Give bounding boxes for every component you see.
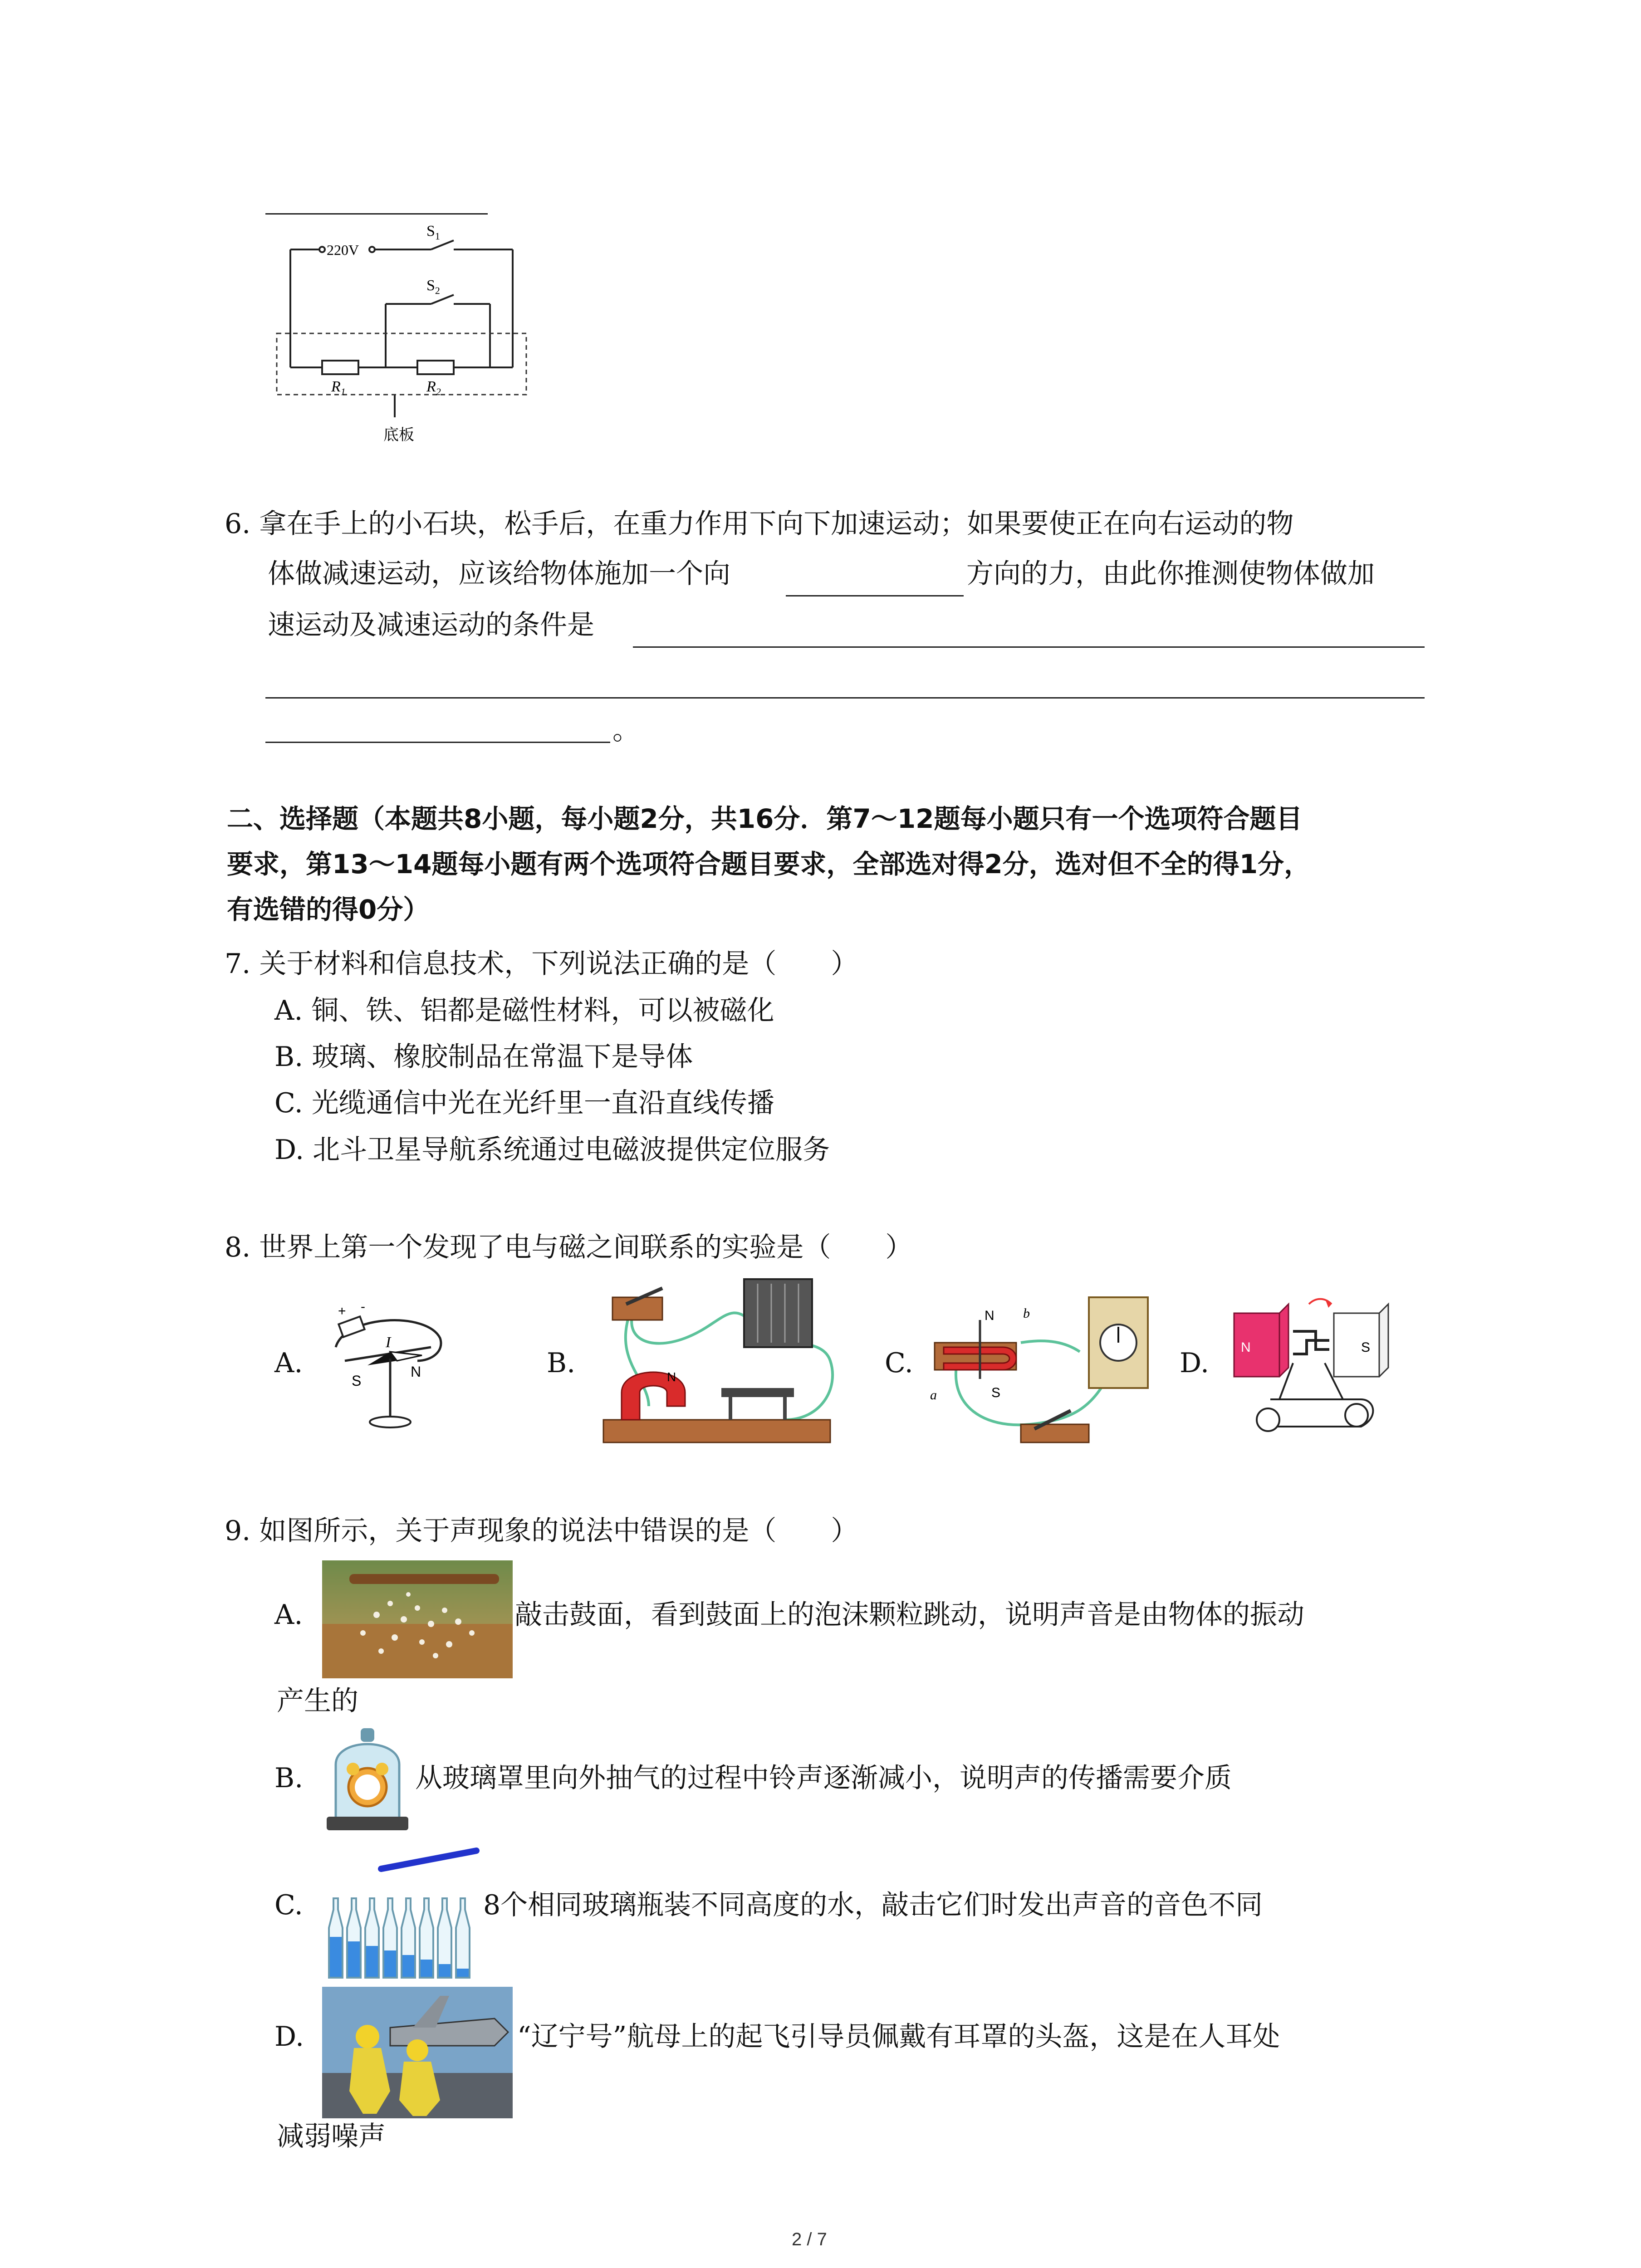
q8-figure-d[interactable] <box>1225 1295 1406 1449</box>
q8-option-d-label[interactable]: D. <box>1180 1347 1210 1379</box>
circuit-diagram <box>268 218 540 463</box>
q9-option-a-drum-image <box>322 1560 513 1678</box>
q6-line2b: 方向的力，由此你推测使物体做加 <box>966 558 1375 590</box>
q7-option-c[interactable]: C. 光缆通信中光在光纤里一直沿直线传播 <box>274 1087 774 1119</box>
circuit-base-label: 底板 <box>383 426 414 444</box>
q9-option-a-cont: 产生的 <box>277 1685 358 1717</box>
circuit-r2-label: $R_2$ <box>426 378 441 397</box>
circuit-voltage: 220V <box>327 242 359 258</box>
q7-option-a[interactable]: A. 铜、铁、铝都是磁性材料，可以被磁化 <box>274 995 774 1026</box>
q7-stem: 7. 关于材料和信息技术，下列说法正确的是（ ） <box>225 948 858 980</box>
q8-figure-a[interactable] <box>318 1297 463 1433</box>
circuit-s1-label: $S_1$ <box>426 223 440 242</box>
q6-end: 。 <box>612 714 640 746</box>
q6-blank-1[interactable] <box>786 595 964 596</box>
q9-option-b-bell-jar-image <box>322 1724 413 1837</box>
q9-option-c-text[interactable]: 8个相同玻璃瓶装不同高度的水，敲击它们时发出声音的音色不同 <box>483 1889 1263 1921</box>
q8-option-b-label[interactable]: B. <box>547 1347 576 1379</box>
section2-line2: 要求，第13～14题每小题有两个选项符合题目要求，全部选对得2分，选对但不全的得1分， <box>227 849 1311 880</box>
blank-line-top <box>265 213 488 215</box>
svg-text:-: - <box>361 1299 365 1314</box>
q9-stem: 9. 如图所示，关于声现象的说法中错误的是（ ） <box>225 1515 858 1547</box>
q7-option-d[interactable]: D. 北斗卫星导航系统通过电磁波提供定位服务 <box>274 1134 830 1166</box>
q9-option-d-text[interactable]: “辽宁号”航母上的起飞引导员佩戴有耳罩的头盔，这是在人耳处 <box>517 2021 1280 2053</box>
fig-c-n: N <box>985 1308 994 1323</box>
fig-d-n: N <box>1241 1340 1251 1355</box>
q6-line3: 速运动及减速运动的条件是 <box>268 609 594 641</box>
q6-line1: 6. 拿在手上的小石块，松手后，在重力作用下向下加速运动；如果要使正在向右运动的物 <box>225 508 1294 540</box>
q6-blank-2[interactable] <box>633 646 1425 648</box>
q9-option-c-bottles-image <box>322 1846 485 1982</box>
q6-line2a: 体做减速运动，应该给物体施加一个向 <box>268 558 730 590</box>
fig-a-n: N <box>411 1364 421 1380</box>
q6-blank-3[interactable] <box>265 697 1425 699</box>
q8-figure-c[interactable] <box>930 1288 1157 1452</box>
q9-option-a-label[interactable]: A. <box>274 1599 303 1631</box>
q8-option-a-label[interactable]: A. <box>274 1347 303 1379</box>
q8-figure-b[interactable] <box>594 1270 848 1452</box>
fig-d-s: S <box>1361 1340 1371 1355</box>
page-number: 2 / 7 <box>792 2229 827 2249</box>
fig-c-b: b <box>1023 1306 1030 1321</box>
svg-text:+: + <box>338 1304 346 1319</box>
fig-a-i: I <box>386 1334 391 1351</box>
q7-option-b[interactable]: B. 玻璃、橡胶制品在常温下是导体 <box>274 1041 693 1073</box>
q9-option-d-carrier-crew-image <box>322 1987 513 2118</box>
fig-b-n: N <box>667 1370 676 1384</box>
q8-stem: 8. 世界上第一个发现了电与磁之间联系的实验是（ ） <box>225 1232 913 1263</box>
q9-option-c-label[interactable]: C. <box>274 1889 303 1921</box>
q9-option-b-label[interactable]: B. <box>274 1762 304 1794</box>
fig-a-s: S <box>352 1373 362 1389</box>
q9-option-d-cont: 减弱噪声 <box>277 2121 386 2152</box>
circuit-r1-label: $R_1$ <box>331 378 346 397</box>
fig-c-s: S <box>991 1385 1001 1400</box>
circuit-s2-label: $S_2$ <box>426 277 440 296</box>
q9-option-a-text[interactable]: 敲击鼓面，看到鼓面上的泡沫颗粒跳动，说明声音是由物体的振动 <box>515 1599 1304 1631</box>
q9-option-d-label[interactable]: D. <box>274 2021 304 2053</box>
q9-option-b-text[interactable]: 从玻璃罩里向外抽气的过程中铃声逐渐减小，说明声的传播需要介质 <box>415 1762 1232 1794</box>
section2-line1: 二、选择题（本题共8小题，每小题2分，共16分．第7～12题每小题只有一个选项符合题目 <box>227 803 1303 834</box>
fig-c-a: a <box>930 1388 937 1403</box>
q6-blank-4[interactable] <box>265 742 610 743</box>
q8-option-c-label[interactable]: C. <box>885 1347 913 1379</box>
section2-line3: 有选错的得0分） <box>227 894 430 925</box>
